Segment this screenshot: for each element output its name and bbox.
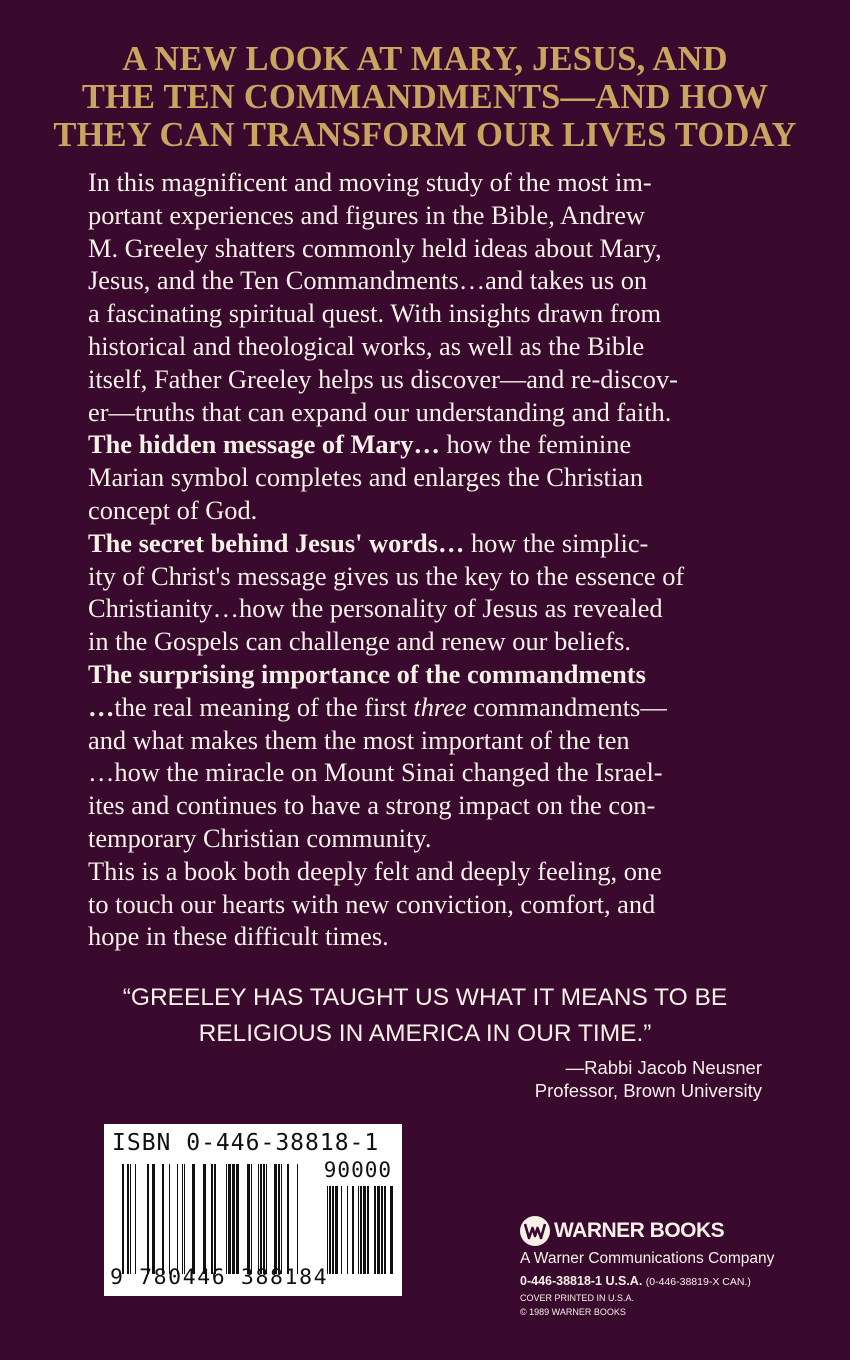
mary-heading: The hidden message of Mary… (88, 429, 440, 460)
mary-text: how the feminine (439, 429, 632, 460)
commandments-line: ites and continues to have a strong impact on the con- (88, 790, 656, 821)
intro-line: a fascinating spiritual quest. With insights drawn from (88, 298, 662, 329)
barcode-bar (274, 1164, 277, 1274)
jesus-text: how the simplic- (464, 527, 649, 558)
barcode-bar (226, 1164, 227, 1274)
barcode-bar (341, 1186, 342, 1274)
barcode-bar (335, 1186, 338, 1274)
commandments-line: temporary Christian community. (88, 822, 432, 853)
barcode-bar (236, 1164, 239, 1274)
commandments-line: …how the miracle on Mount Sinai changed the Israel- (88, 757, 663, 788)
barcode-bar (184, 1164, 185, 1274)
publisher-brand-row (520, 1214, 820, 1248)
barcode-bar (214, 1164, 216, 1274)
publisher-company: A Warner Communications Company (520, 1250, 775, 1267)
price-code: 90000 (323, 1158, 392, 1182)
publisher-info (520, 1214, 820, 1317)
closing-line: to touch our hearts with new conviction, comfort, and (88, 888, 656, 919)
barcode-bar (192, 1164, 195, 1274)
mary-line (88, 428, 773, 461)
commandments-heading: The surprising importance of the commandments (88, 658, 646, 689)
jesus-heading: The secret behind Jesus' words… (88, 527, 465, 558)
commandments-text: the real meaning of the first (114, 691, 414, 722)
jesus-line (88, 527, 773, 560)
barcode-bar (332, 1186, 334, 1274)
barcode-bar (211, 1164, 213, 1274)
warner-logo-icon (520, 1216, 550, 1246)
intro-line: itself, Father Greeley helps us discover—and re-discov- (88, 363, 678, 394)
jesus-line: Christianity…how the personality of Jesus as revealed (88, 593, 663, 624)
commandments-emphasis: three (413, 691, 467, 722)
barcode-bar (287, 1164, 289, 1274)
isbn-can: (0-446-38819-X CAN.) (645, 1276, 751, 1288)
closing-line: This is a book both deeply felt and deeply feeling, one (88, 855, 662, 886)
barcode-bar (251, 1164, 252, 1274)
headline-line: THE TEN COMMANDMENTS—AND HOW (81, 78, 769, 116)
barcode-bar (329, 1186, 331, 1274)
barcode-bar (152, 1164, 155, 1274)
quote-affiliation: Professor, Brown University (534, 1080, 762, 1101)
intro-line: portant experiences and figures in the Bible, Andrew (88, 199, 645, 230)
quote-line: “GREELEY HAS TAUGHT US WHAT IT MEANS TO BE (122, 984, 728, 1011)
intro-line: er—truths that can expand our understanding and faith. (88, 396, 672, 427)
barcode-bar (260, 1164, 262, 1274)
barcode-bar (266, 1164, 267, 1274)
barcode-bar (360, 1186, 362, 1274)
barcode-bar (228, 1164, 231, 1274)
mary-line: concept of God. (88, 494, 258, 525)
barcode-bar (358, 1186, 359, 1274)
printed-note: COVER PRINTED IN U.S.A. (520, 1293, 635, 1303)
publisher-codes (520, 1274, 820, 1288)
closing-line: hope in these difficult times. (88, 921, 389, 952)
commandments-text: commandments— (466, 691, 667, 722)
isbn-us: 0-446-38818-1 U.S.A. (520, 1274, 643, 1288)
barcode-bar (135, 1164, 136, 1274)
barcode-bar (367, 1186, 369, 1274)
jesus-line: ity of Christ's message gives us the key to the essence of (88, 560, 685, 591)
quote-line: RELIGIOUS IN AMERICA IN OUR TIME.” (198, 1020, 652, 1047)
publisher-brand: WARNER BOOKS (554, 1219, 725, 1242)
barcode-bar (377, 1186, 380, 1274)
headline-line: A NEW LOOK AT MARY, JESUS, AND (122, 40, 728, 78)
copyright: © 1989 WARNER BOOKS (520, 1307, 626, 1317)
barcode-bar (363, 1186, 366, 1274)
barcode-bar (381, 1186, 383, 1274)
commandments-line (88, 691, 773, 724)
headline-line: THEY CAN TRANSFORM OUR LIVES TODAY (53, 116, 797, 154)
barcode-bar (130, 1164, 131, 1274)
barcode (104, 1124, 402, 1296)
barcode-bar (162, 1164, 164, 1274)
intro-line: historical and theological works, as well as the Bible (88, 330, 645, 361)
intro-line: Jesus, and the Ten Commandments…and takes us on (88, 265, 648, 296)
barcode-bar (147, 1164, 149, 1274)
barcode-bar (258, 1164, 259, 1274)
barcode-bar (352, 1186, 354, 1274)
barcode-bar (182, 1164, 183, 1274)
quote-author: —Rabbi Jacob Neusner (565, 1057, 762, 1078)
isbn-label: ISBN 0-446-38818-1 (112, 1130, 380, 1156)
commandments-line (88, 658, 773, 691)
barcode-bar (169, 1164, 170, 1274)
barcode-bar (281, 1164, 282, 1274)
quote-attribution (535, 1056, 762, 1102)
barcode-bar (384, 1186, 386, 1274)
barcode-bar (127, 1164, 129, 1274)
barcode-bar (263, 1164, 265, 1274)
barcode-bar (278, 1164, 280, 1274)
barcode-number: 9 780446 388184 (110, 1265, 329, 1290)
barcode-bar (327, 1186, 328, 1274)
commandments-ellipsis: … (88, 691, 115, 722)
mary-line: Marian symbol completes and enlarges the Christian (88, 462, 644, 493)
commandments-line: and what makes them the most important of the ten (88, 724, 630, 755)
barcode-bar (374, 1186, 376, 1274)
barcode-bar (203, 1164, 206, 1274)
description (88, 166, 773, 953)
barcode-bar (177, 1164, 178, 1274)
barcode-bar (297, 1164, 298, 1274)
headline (20, 40, 830, 154)
barcode-bar (122, 1164, 124, 1274)
barcode-bar (247, 1164, 250, 1274)
endorsement-quote (60, 980, 790, 1052)
barcode-bar (232, 1164, 235, 1274)
intro-line: M. Greeley shatters commonly held ideas about Mary, (88, 232, 662, 263)
intro-line: In this magnificent and moving study of the most im- (88, 167, 652, 197)
barcode-bar (347, 1186, 348, 1274)
jesus-line: in the Gospels can challenge and renew our beliefs. (88, 626, 632, 657)
barcode-bar (390, 1186, 393, 1274)
